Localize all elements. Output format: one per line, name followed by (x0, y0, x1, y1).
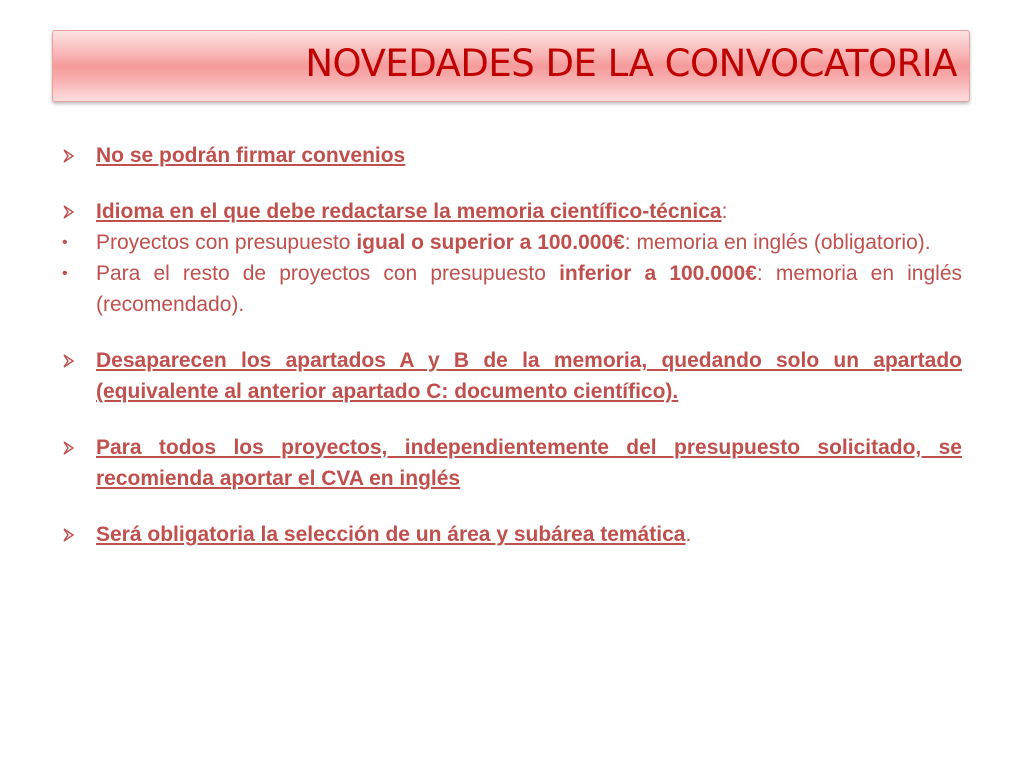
slide-body (60, 140, 962, 550)
slide-title: NOVEDADES DE LA CONVOCATORIA (305, 42, 957, 85)
item-post-text: : memoria en inglés (obligatorio). (624, 231, 931, 254)
title-banner (52, 30, 970, 102)
item-underlined-text: Desaparecen los apartados A y B de la memoria, quedando solo un apartado (equivalente al anterior apartado C: documento científico). (96, 349, 962, 403)
item-underlined-text: Idioma en el que debe redactarse la memoria científico-técnica (96, 200, 722, 223)
item-post-text: : memoria en inglés (recomendado). (96, 262, 963, 316)
item-underlined-text: Para todos los proyectos, independientemente del presupuesto solicitado, se recomienda aportar el CVA en inglés (96, 436, 962, 490)
arrow-bullet-icon (61, 140, 83, 171)
item-bold-text: inferior a 100.000€ (559, 262, 757, 285)
list-item (60, 345, 962, 407)
arrow-bullet-icon (61, 432, 83, 463)
round-bullet-icon: • (62, 234, 68, 251)
arrow-bullet-icon (61, 345, 83, 376)
list-item (60, 140, 962, 171)
list-item (60, 519, 962, 550)
round-bullet-icon: • (62, 265, 68, 282)
item-underlined-text: No se podrán firmar convenios (96, 144, 406, 167)
arrow-bullet-icon (61, 196, 83, 227)
list-item (60, 258, 962, 320)
item-pre-text: Para el resto de proyectos con presupuesto (96, 262, 560, 285)
item-tail-text: . (685, 523, 692, 546)
list-item (60, 432, 962, 494)
item-underlined-text: Será obligatoria la selección de un área y subárea temática (96, 523, 686, 546)
item-tail-text: : (721, 200, 728, 223)
item-bold-text: igual o superior a 100.000€ (356, 231, 625, 254)
list-item (60, 227, 962, 258)
item-pre-text: Proyectos con presupuesto (96, 231, 357, 254)
list-item (60, 196, 962, 227)
arrow-bullet-icon (61, 519, 83, 550)
